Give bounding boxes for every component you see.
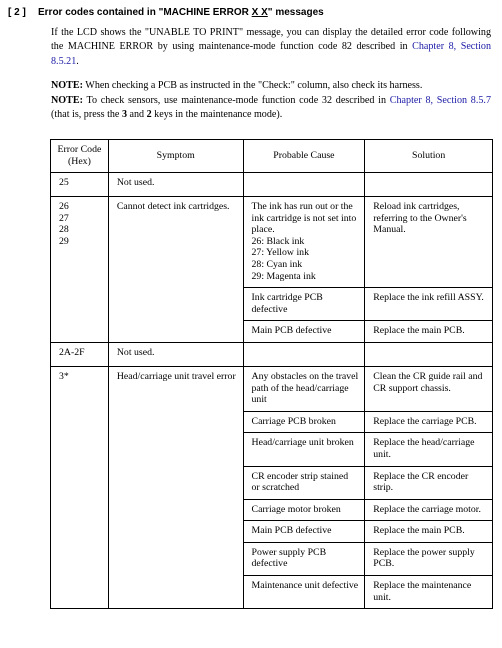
solution-cell: Replace the main PCB. <box>365 521 493 543</box>
solution-cell: Replace the carriage motor. <box>365 499 493 521</box>
header-symptom: Symptom <box>108 140 243 173</box>
chapter-link-8-5-21[interactable]: Chapter 8, Section 8.5.21 <box>51 41 491 67</box>
code-cell: 26 27 28 29 <box>51 197 109 343</box>
code-cell: 2A-2F <box>51 342 109 366</box>
cause-cell: Any obstacles on the travel path of the head/carriage unit <box>243 366 365 411</box>
symptom-cell: Head/carriage unit travel error <box>108 366 243 608</box>
symptom-cell: Cannot detect ink cartridges. <box>108 197 243 343</box>
cause-cell: The ink has run out or the ink cartridge is not set into place. 26: Black ink 27: Yellow ink 28: Cyan ink 29: Magenta ink <box>243 197 365 288</box>
solution-cell: Replace the carriage PCB. <box>365 411 493 433</box>
solution-cell: Clean the CR guide rail and CR support chassis. <box>365 366 493 411</box>
symptom-cell: Not used. <box>108 342 243 366</box>
solution-cell: Replace the head/carriage unit. <box>365 433 493 466</box>
section-title: Error codes contained in "MACHINE ERROR X X" messages <box>38 7 324 18</box>
note-sensors: NOTE: To check sensors, use maintenance-mode function code 32 described in Chapter 8, Section 8.5.7 (that is, press the 3 and 2 keys in the maintenance mode). <box>51 95 491 121</box>
solution-cell: Replace the power supply PCB. <box>365 542 493 575</box>
table-row <box>51 197 493 288</box>
table-row <box>51 366 493 411</box>
cause-cell: Carriage motor broken <box>243 499 365 521</box>
section-number: [ 2 ] <box>8 7 26 18</box>
solution-cell: Replace the CR encoder strip. <box>365 466 493 499</box>
cause-cell: CR encoder strip stained or scratched <box>243 466 365 499</box>
note-harness: NOTE: When checking a PCB as instructed in the "Check:" column, also check its harness. <box>51 80 423 91</box>
solution-cell: Replace the main PCB. <box>365 321 493 343</box>
title-xx: X X <box>251 7 268 18</box>
code-cell: 25 <box>51 173 109 197</box>
solution-cell: Replace the ink refill ASSY. <box>365 288 493 321</box>
header-error-code: Error Code (Hex) <box>51 140 109 173</box>
intro-paragraph: If the LCD shows the "UNABLE TO PRINT" message, you can display the detailed error code following the MACHINE ERROR by using maintenance-mode function code 82 described in Chapter 8, Section 8.5.21. <box>51 27 491 67</box>
cause-cell: Power supply PCB defective <box>243 542 365 575</box>
cause-cell: Maintenance unit defective <box>243 576 365 609</box>
error-code-table <box>50 139 493 609</box>
cause-cell: Main PCB defective <box>243 521 365 543</box>
cause-cell: Carriage PCB broken <box>243 411 365 433</box>
symptom-cell: Not used. <box>108 173 243 197</box>
cause-cell: Ink cartridge PCB defective <box>243 288 365 321</box>
table-header-row <box>51 140 493 173</box>
cause-cell: Head/carriage unit broken <box>243 433 365 466</box>
solution-cell: Reload ink cartridges, referring to the Owner's Manual. <box>365 197 493 288</box>
solution-cell: Replace the maintenance unit. <box>365 576 493 609</box>
header-probable-cause: Probable Cause <box>243 140 365 173</box>
table-row <box>51 173 493 197</box>
code-cell: 3* <box>51 366 109 608</box>
header-solution: Solution <box>365 140 493 173</box>
section-heading <box>8 7 324 18</box>
chapter-link-8-5-7[interactable]: Chapter 8, Section 8.5.7 <box>389 95 491 106</box>
table-row <box>51 342 493 366</box>
cause-cell: Main PCB defective <box>243 321 365 343</box>
